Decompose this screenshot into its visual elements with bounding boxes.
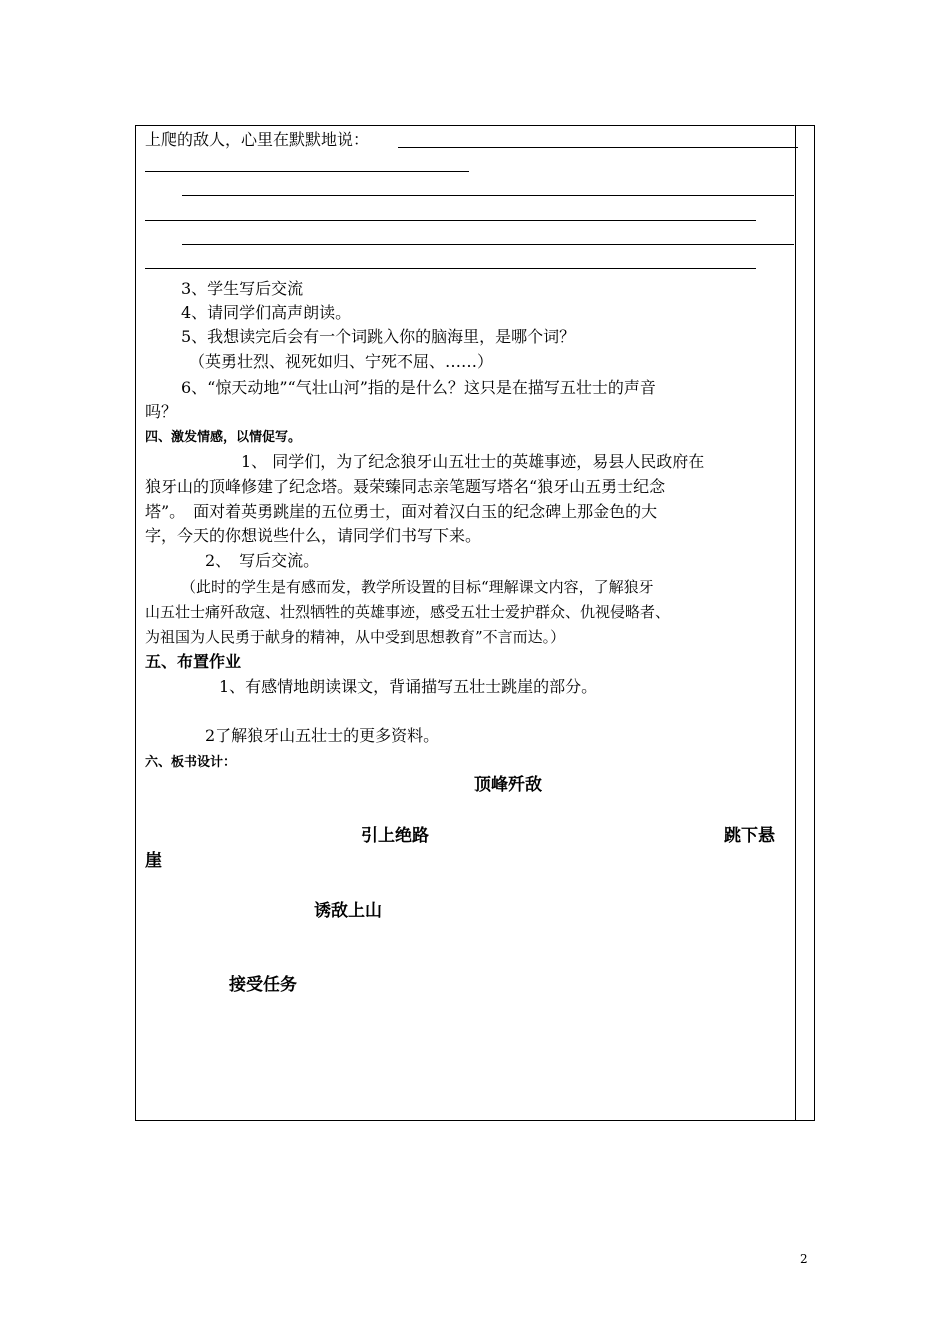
section-4-heading: 四、激发情感，以情促写。 [145, 430, 302, 445]
answer-line-3 [182, 195, 794, 196]
step-3: 3、学生写后交流 [181, 279, 304, 298]
board-bottom: 接受任务 [229, 975, 297, 995]
homework-item-1: 1、有感情地朗读课文，背诵描写五壮士跳崖的部分。 [219, 677, 598, 696]
step-5: 5、我想读完后会有一个词跳入你的脑海里，是哪个词？ [181, 327, 576, 346]
board-top: 顶峰歼敌 [474, 775, 542, 795]
board-right-mid-wrap: 崖 [145, 851, 162, 871]
answer-line-4 [145, 220, 756, 221]
answer-line-2 [145, 171, 469, 172]
step-5-answer: （英勇壮烈、视死如归、宁死不屈、……） [189, 352, 494, 371]
teaching-note-line-1: （此时的学生是有感而发，教学所设置的目标“理解课文内容，了解狼牙 [181, 578, 654, 596]
section-4-paragraph-line-1: 1、 同学们，为了纪念狼牙山五壮士的英雄事迹，易县人民政府在 [241, 452, 705, 471]
teaching-note-line-2: 山五壮士痛歼敌寇、壮烈牺牲的英雄事迹，感受五壮士爱护群众、仇视侵略者、 [145, 603, 671, 621]
answer-line-6 [145, 268, 756, 269]
teaching-note-line-3: 为祖国为人民勇于献身的精神，从中受到思想教育”不言而达。） [145, 628, 566, 646]
board-lower: 诱敌上山 [314, 901, 382, 921]
section-4-item-2: 2、 写后交流。 [205, 551, 320, 570]
section-6-heading: 六、板书设计： [145, 755, 237, 770]
lesson-table-frame [135, 125, 815, 1121]
answer-line-1 [398, 147, 798, 148]
board-right-mid: 跳下悬 [724, 826, 775, 846]
board-left-mid: 引上绝路 [361, 826, 429, 846]
step-6-line-2: 吗？ [145, 402, 178, 421]
section-4-paragraph-line-2: 狼牙山的顶峰修建了纪念塔。聂荣臻同志亲笔题写塔名“狼牙山五勇士纪念 [145, 477, 666, 496]
homework-item-2: 2了解狼牙山五壮士的更多资料。 [205, 726, 440, 745]
answer-line-5 [182, 244, 794, 245]
section-4-paragraph-line-3: 塔”。 面对着英勇跳崖的五位勇士，面对着汉白玉的纪念碑上那金色的大 [145, 502, 658, 521]
step-6-line-1: 6、“惊天动地”“气壮山河”指的是什么？这只是在描写五壮士的声音 [181, 378, 656, 397]
page-number: 2 [800, 1252, 808, 1266]
step-4: 4、请同学们高声朗读。 [181, 303, 352, 322]
section-5-heading: 五、布置作业 [145, 652, 242, 671]
section-4-paragraph-line-4: 字，今天的你想说些什么，请同学们书写下来。 [145, 526, 482, 545]
fill-in-prompt: 上爬的敌人，心里在默默地说： [145, 130, 370, 149]
table-column-divider [795, 125, 796, 1121]
